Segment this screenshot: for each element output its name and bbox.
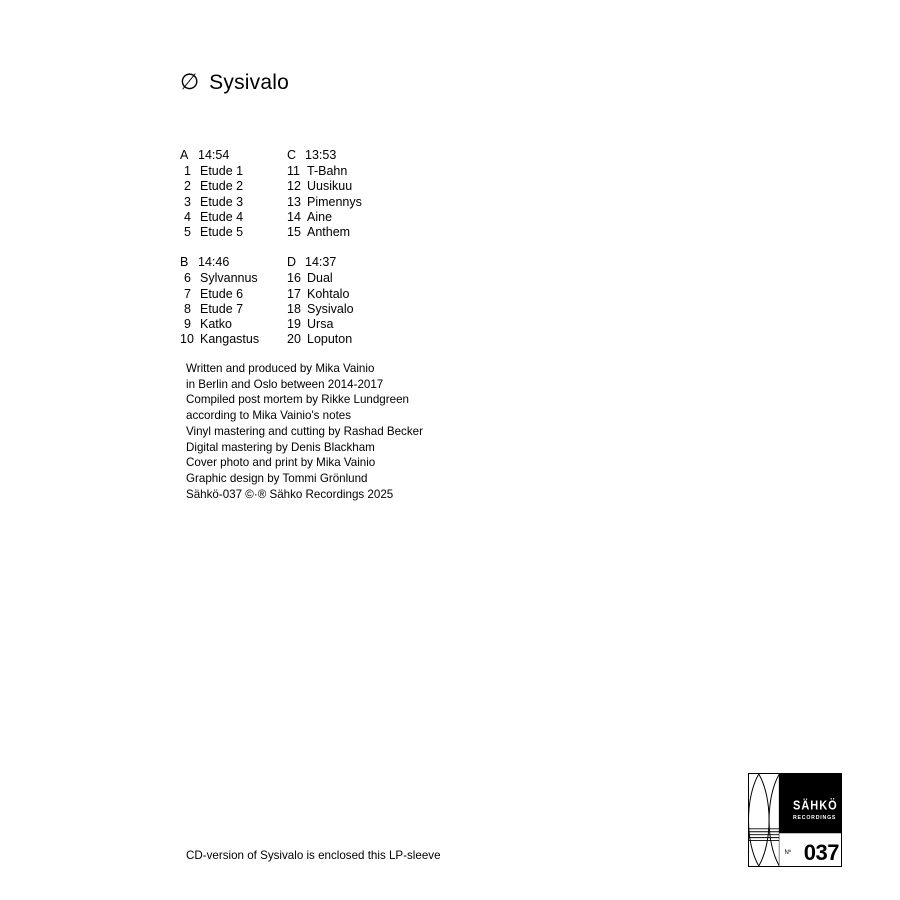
catalog-prefix: Nº (784, 850, 791, 856)
side-letter: A (180, 148, 189, 162)
track-row (180, 302, 287, 317)
track-title: T-Bahn (307, 164, 348, 179)
track-title: Dual (307, 271, 333, 286)
credit-line: Written and produced by Mika Vainio (186, 362, 375, 375)
track-title: Etude 2 (200, 179, 244, 194)
track-number: 4 (184, 209, 191, 224)
credit-line: Digital mastering by Denis Blackham (186, 440, 375, 454)
side-duration: 14:46 (198, 255, 230, 270)
track-title: Etude 7 (200, 301, 244, 316)
track-title: Kohtalo (307, 286, 350, 301)
track-row (180, 287, 287, 302)
track-number: 2 (184, 179, 191, 194)
track-number: 12 (287, 179, 301, 194)
spacer (180, 240, 287, 255)
track-row (287, 287, 394, 302)
track-number: 17 (287, 286, 301, 301)
side-heading (180, 255, 287, 270)
track-number: 3 (184, 194, 191, 209)
track-title: Loputon (307, 332, 353, 347)
track-title: Anthem (307, 225, 351, 240)
track-row (180, 317, 287, 332)
side-duration: 13:53 (305, 148, 337, 162)
credit-line: Sähkö-037 ©·® Sähko Recordings 2025 (186, 487, 394, 501)
label-name: SÄHKÖ (793, 799, 838, 813)
credit-line: Cover photo and print by Mika Vainio (186, 456, 376, 470)
track-number: 16 (287, 271, 301, 286)
credit-line: Compiled post mortem by Rikke Lundgreen (186, 393, 409, 407)
track-number: 15 (287, 225, 301, 240)
track-title: Etude 6 (200, 286, 244, 301)
side-duration: 14:54 (198, 148, 230, 162)
track-number: 14 (287, 209, 301, 224)
track-title: Sysivalo (307, 301, 354, 316)
side-letter: C (287, 148, 297, 162)
track-title: Sylvannus (200, 271, 258, 286)
credit-line: in Berlin and Oslo between 2014-2017 (186, 377, 384, 391)
side-heading (287, 255, 394, 270)
track-number: 7 (184, 286, 191, 301)
track-number: 13 (287, 194, 301, 209)
credit-line: according to Mika Vainio's notes (186, 409, 352, 423)
sahko-label-logo (748, 773, 842, 867)
track-title: Etude 3 (200, 194, 244, 209)
track-row (287, 302, 394, 317)
track-row (287, 195, 394, 210)
track-row (287, 210, 394, 225)
track-row (180, 195, 287, 210)
side-duration: 14:37 (305, 255, 337, 270)
track-row (287, 179, 394, 194)
track-number: 5 (184, 225, 191, 240)
track-number: 18 (287, 301, 301, 316)
track-row (180, 164, 287, 179)
credits-block (186, 361, 423, 502)
track-row (180, 210, 287, 225)
page-title (180, 72, 289, 94)
track-number: 19 (287, 317, 301, 332)
album-title: Sysivalo (209, 71, 289, 94)
track-row (287, 164, 394, 179)
track-title: Aine (307, 209, 333, 224)
track-title: Kangastus (200, 332, 260, 347)
track-row (287, 317, 394, 332)
track-row (180, 179, 287, 194)
track-number: 8 (184, 301, 191, 316)
credit-line: Vinyl mastering and cutting by Rashad Becker (186, 424, 423, 438)
catalog-number: 037 (803, 840, 839, 865)
track-row (180, 271, 287, 286)
track-number: 9 (184, 317, 191, 332)
track-number: 1 (184, 164, 191, 179)
track-row (180, 332, 287, 347)
track-title: Uusikuu (307, 179, 353, 194)
track-title: Ursa (307, 317, 334, 332)
track-number: 11 (287, 164, 300, 179)
track-row (180, 225, 287, 240)
track-title: Katko (200, 317, 232, 332)
label-subtitle: RECORDINGS (793, 815, 837, 821)
side-letter: B (180, 255, 189, 270)
track-row (287, 225, 394, 240)
side-heading (180, 148, 287, 163)
side-heading (287, 148, 394, 163)
track-row (287, 271, 394, 286)
track-title: Etude 1 (200, 164, 244, 179)
tracklist (180, 148, 394, 347)
credit-line: Graphic design by Tommi Grönlund (186, 471, 368, 485)
tracklist-column-right (287, 148, 394, 347)
track-title: Etude 4 (200, 209, 244, 224)
empty-set-icon: ∅ (180, 70, 200, 95)
track-title: Etude 5 (200, 225, 244, 240)
track-number: 10 (180, 332, 194, 347)
footer-note: CD-version of Sysivalo is enclosed this LP-sleeve (186, 849, 441, 862)
track-row (287, 332, 394, 347)
track-number: 20 (287, 332, 301, 347)
spacer (287, 240, 394, 255)
track-title: Pimennys (307, 194, 362, 209)
side-letter: D (287, 255, 297, 270)
track-number: 6 (184, 271, 191, 286)
tracklist-column-left (180, 148, 287, 347)
